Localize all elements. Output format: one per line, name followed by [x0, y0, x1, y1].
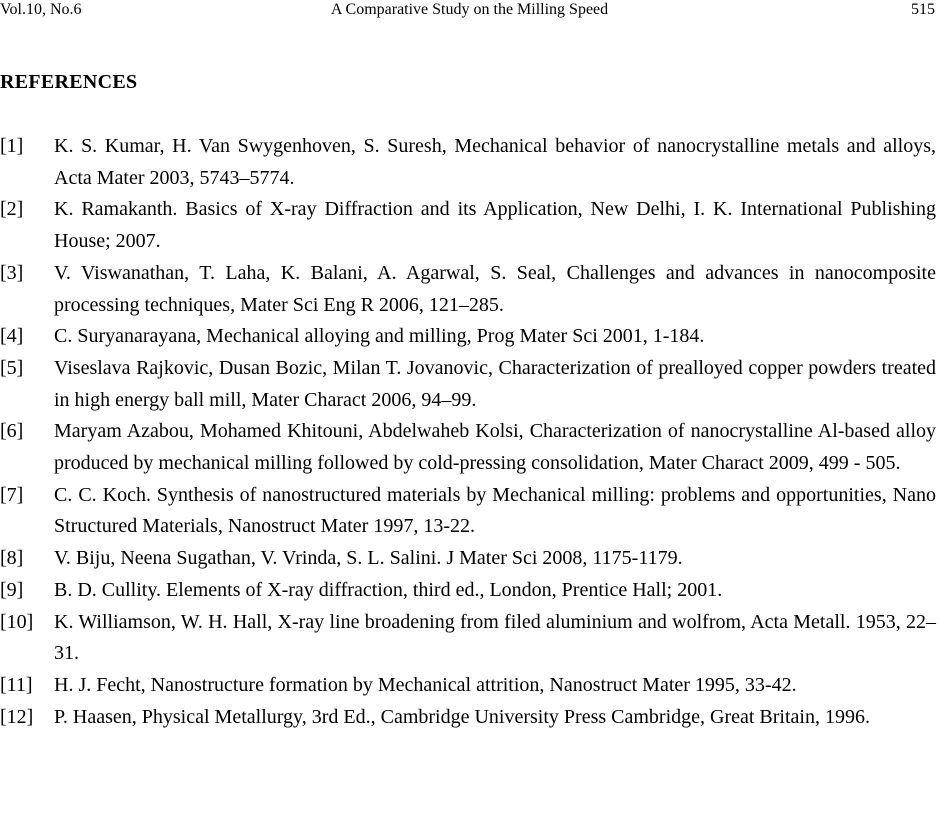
running-title: A Comparative Study on the Milling Speed — [330, 1, 609, 18]
reference-item — [0, 321, 936, 353]
reference-number: [12] — [0, 705, 34, 728]
reference-text: K. Ramakanth. Basics of X-ray Diffraction and its Application, New Delhi, I. K. International Publishing House; 2007. — [54, 198, 936, 253]
reference-item — [0, 670, 936, 702]
reference-item — [0, 353, 936, 416]
reference-text: P. Haasen, Physical Metallurgy, 3rd Ed., Cambridge University Press Cambridge, Great Britain, 1996. — [54, 705, 870, 728]
reference-number: [2] — [0, 198, 24, 221]
reference-item — [0, 416, 936, 479]
reference-text: K. Williamson, W. H. Hall, X-ray line broadening from filed aluminium and wolfrom, Acta Metall. 1953, 22–31. — [54, 610, 936, 665]
reference-number: [10] — [0, 610, 34, 633]
page-number: 515 — [911, 1, 935, 18]
reference-text: B. D. Cullity. Elements of X-ray diffraction, third ed., London, Prentice Hall; 2001. — [54, 578, 723, 601]
reference-number: [8] — [0, 547, 24, 570]
reference-item — [0, 131, 936, 194]
reference-text: Viseslava Rajkovic, Dusan Bozic, Milan T. Jovanovic, Characterization of prealloyed copper powders treated in high energy ball mill, Mater Charact 2006, 94–99. — [54, 356, 936, 411]
reference-number: [3] — [0, 261, 24, 284]
reference-number: [4] — [0, 325, 24, 348]
references-heading: REFERENCES — [0, 71, 138, 93]
reference-text: Maryam Azabou, Mohamed Khitouni, Abdelwaheb Kolsi, Characterization of nanocrystalline Al-based alloy produced by mechanical milling followed by cold-pressing consolidation, Mater Charact 2009, 499 - 505. — [54, 420, 936, 475]
reference-number: [7] — [0, 483, 24, 506]
reference-item — [0, 258, 936, 321]
reference-number: [5] — [0, 356, 24, 379]
reference-item — [0, 480, 936, 543]
reference-number: [11] — [0, 673, 33, 696]
volume-issue: Vol.10, No.6 — [0, 1, 82, 18]
reference-text: H. J. Fecht, Nanostructure formation by Mechanical attrition, Nanostruct Mater 1995, 33-42. — [54, 673, 797, 696]
reference-item — [0, 194, 936, 257]
reference-item — [0, 702, 936, 734]
reference-text: C. Suryanarayana, Mechanical alloying and milling, Prog Mater Sci 2001, 1-184. — [54, 325, 705, 348]
reference-number: [6] — [0, 420, 24, 443]
reference-item — [0, 575, 936, 607]
reference-text: K. S. Kumar, H. Van Swygenhoven, S. Suresh, Mechanical behavior of nanocrystalline metals and alloys, Acta Mater 2003, 5743–5774. — [54, 135, 936, 189]
reference-number: [1] — [0, 135, 24, 157]
reference-text: V. Biju, Neena Sugathan, V. Vrinda, S. L. Salini. J Mater Sci 2008, 1175-1179. — [54, 547, 683, 570]
reference-text: C. C. Koch. Synthesis of nanostructured materials by Mechanical milling: problems and opportunities, Nano Structured Materials, Nanostruct Mater 1997, 13-22. — [54, 483, 936, 538]
reference-item — [0, 543, 936, 575]
running-header — [0, 0, 939, 22]
reference-text: V. Viswanathan, T. Laha, K. Balani, A. Agarwal, S. Seal, Challenges and advances in nanocomposite processing techniques, Mater Sci Eng R 2006, 121–285. — [54, 261, 936, 316]
reference-number: [9] — [0, 578, 24, 601]
reference-item — [0, 607, 936, 670]
reference-list — [0, 131, 936, 733]
